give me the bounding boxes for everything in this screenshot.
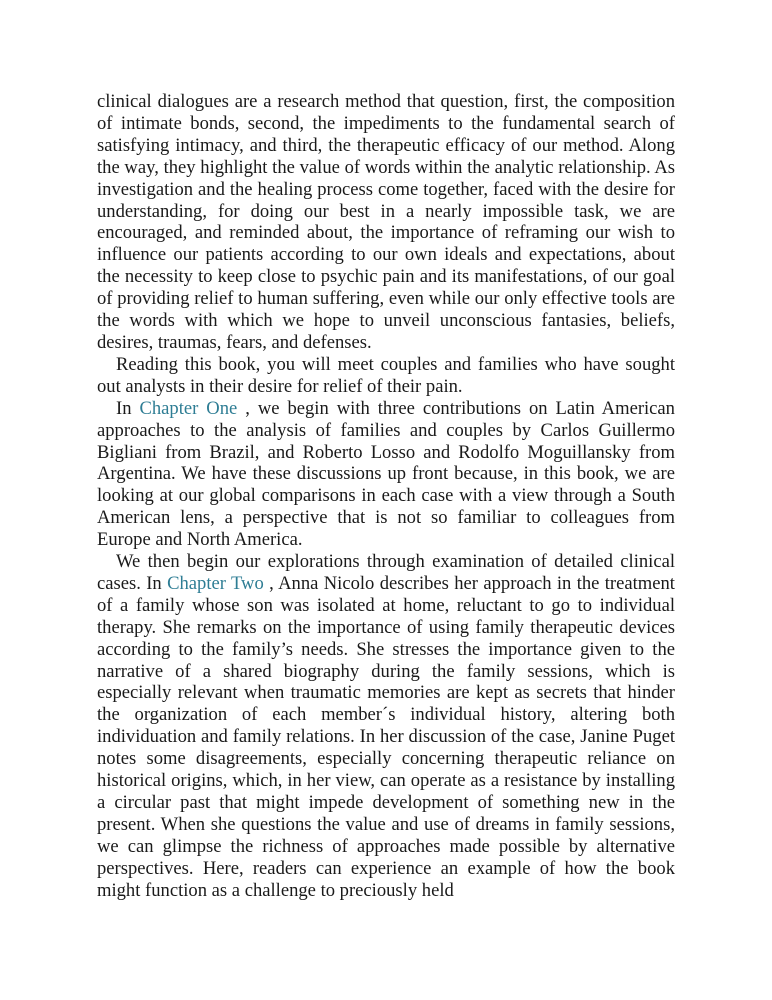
paragraph-clinical-dialogues	[97, 91, 675, 354]
paragraph-text-before: In	[116, 397, 140, 419]
paragraph-text: Reading this book, you will meet couples and families who have sought out analysts in their desire for relief of their pain.	[97, 353, 675, 397]
paragraph-chapter-two	[97, 551, 675, 902]
document-page	[97, 91, 675, 902]
chapter-one-link[interactable]: Chapter One	[139, 397, 238, 419]
paragraph-text-after: , we begin with three contributions on Latin American approaches to the analysis of families and couples by Carlos Guillermo Bigliani from Brazil, and Roberto Losso and Rodolfo Moguillansky from Argentina. We have these discussions up front because, in this book, we are looking at our global comparisons in each case with a view through a South American lens, a perspective that is not so familiar to colleagues from Europe and North America.	[97, 397, 675, 551]
paragraph-chapter-one	[97, 398, 675, 551]
paragraph-reading-this-book	[97, 354, 675, 398]
paragraph-text: clinical dialogues are a research method that question, first, the composition of intimate bonds, second, the impediments to the fundamental search of satisfying intimacy, and third, the therapeutic efficacy of our method. Along the way, they highlight the value of words within the analytic relationship. As investigation and the healing process come together, faced with the desire for understanding, for doing our best in a nearly impossible task, we are encouraged, and reminded about, the importance of reframing our wish to influence our patients according to our own ideals and expectations, about the necessity to keep close to psychic pain and its manifestations, of our goal of providing relief to human suffering, even while our only effective tools are the words with which we hope to unveil unconscious fantasies, beliefs, desires, traumas, fears, and defenses.	[97, 91, 675, 353]
paragraph-text-before: We then begin our explorations through examination of detailed clinical cases. In	[97, 551, 675, 594]
chapter-two-link[interactable]: Chapter Two	[167, 572, 264, 594]
paragraph-text-after: , Anna Nicolo describes her approach in the treatment of a family whose son was isolated at home, reluctant to go to individual therapy. She remarks on the importance of using family therapeutic devices according to the family’s needs. She stresses the importance given to the narrative of a shared biography during the family sessions, which is especially relevant when traumatic memories are kept as secrets that hinder the organization of each member´s individual history, altering both individuation and family relations. In her discussion of the case, Janine Puget notes some disagreements, especially concerning therapeutic reliance on historical origins, which, in her view, can operate as a resistance by installing a circular past that might impede development of something new in the present. When she questions the value and use of dreams in family sessions, we can glimpse the richness of approaches made possible by alternative perspectives. Here, readers can experience an example of how the book might function as a challenge to preciously held	[97, 572, 675, 901]
